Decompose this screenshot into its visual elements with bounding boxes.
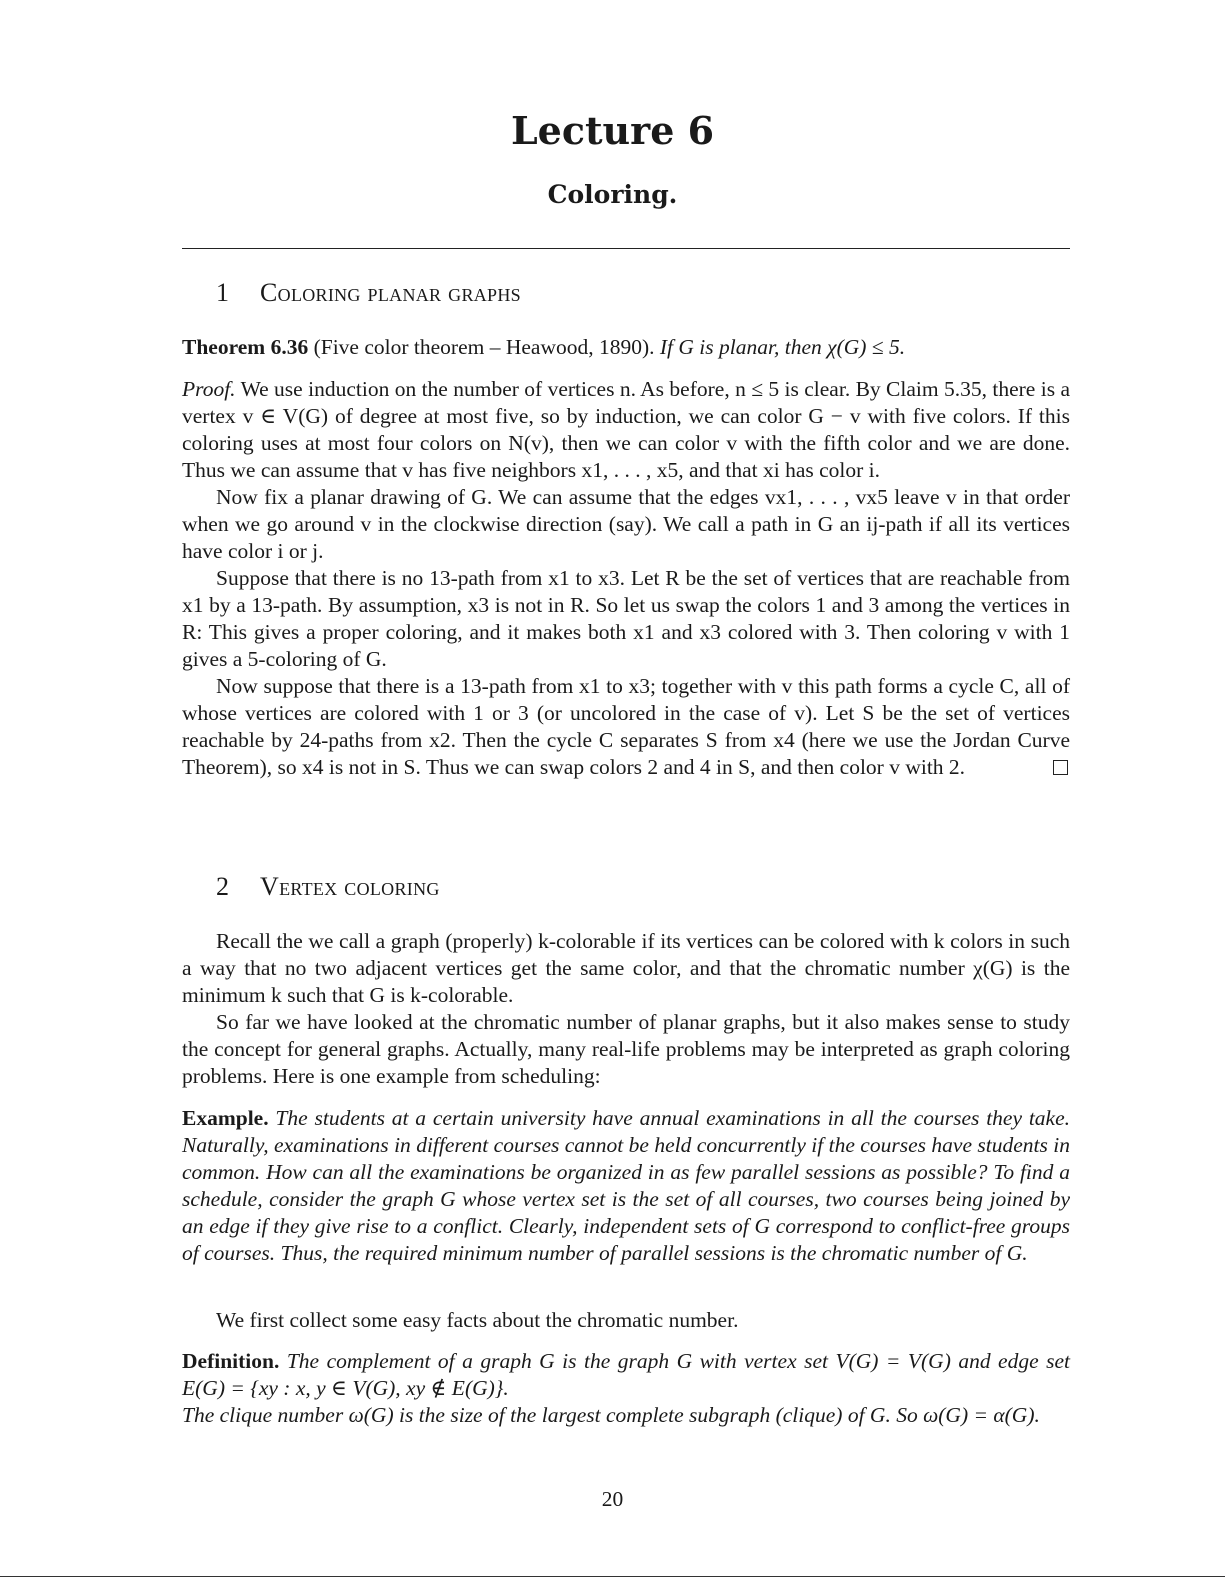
theorem — [182, 334, 1070, 361]
section-title: Coloring planar graphs — [260, 278, 521, 307]
qed-square-icon — [1053, 760, 1068, 775]
section-number: 1 — [216, 278, 229, 307]
vertex-coloring-paragraph-2: So far we have looked at the chromatic number of planar graphs, but it also makes sense to study the concept for general graphs. Actually, many real-life problems may be interpreted as graph coloring problems. Here is one example from scheduling: — [182, 1010, 1070, 1088]
definition-complement: The complement of a graph G is the graph G with vertex set V(G) = V(G) and edge set E(G) = {xy : x, y ∈ V(G), xy ∉ E(G)}. — [182, 1349, 1070, 1400]
vertex-coloring-paragraph-1: Recall the we call a graph (properly) k-colorable if its vertices can be colored with k colors in such a way that no two adjacent vertices get the same color, and that the chromatic number χ(G) is the minimum k such that G is k-colorable. — [182, 929, 1070, 1007]
proof-paragraph-3: Suppose that there is no 13-path from x1 to x3. Let R be the set of vertices that are reachable from x1 by a 13-path. By assumption, x3 is not in R. So let us swap the colors 1 and 3 among the vertices in R: This gives a proper coloring, and it makes both x1 and x3 colored with 3. Then coloring v with 1 gives a 5-coloring of G. — [182, 566, 1070, 671]
theorem-label: Theorem 6.36 — [182, 335, 309, 359]
definition-clique-number: The clique number ω(G) is the size of the largest complete subgraph (clique) of G. So ω(G) = α(G). — [182, 1403, 1040, 1427]
page-edge-line — [0, 1576, 1225, 1577]
example-label: Example. — [182, 1106, 269, 1130]
collect-facts — [182, 1307, 1070, 1334]
proof-paragraph-4: Now suppose that there is a 13-path from x1 to x3; together with v this path forms a cycle C, all of whose vertices are colored with 1 or 3 (or uncolored in the case of v). Let S be the set of vertices reachable by 24-paths from x2. Then the cycle C separates S from x4 (here we use the Jordan Curve Theorem), so x4 is not in S. Thus we can swap colors 2 and 4 in S, and then color v with 2. — [182, 674, 1070, 779]
proof — [182, 376, 1070, 781]
page-subtitle: Coloring. — [547, 180, 678, 209]
section-heading-2 — [216, 872, 440, 902]
example-text: The students at a certain university have annual examinations in all the courses they take. Naturally, examinations in different courses cannot be held concurrently if the courses have students in common. How can all the examinations be organized in as few parallel sessions as possible? To find a schedule, consider the graph G whose vertex set is the set of all courses, two courses being joined by an edge if they give rise to a conflict. Clearly, independent sets of G correspond to conflict-free groups of courses. Thus, the required minimum number of parallel sessions is the chromatic number of G. — [182, 1106, 1070, 1265]
proof-paragraph-1: We use induction on the number of vertices n. As before, n ≤ 5 is clear. By Claim 5.35, there is a vertex v ∈ V(G) of degree at most five, so by induction, we can color G − v with five colors. If this coloring uses at most four colors on N(v), then we can color v with the fifth color and we are done. Thus we can assume that v has five neighbors x1, . . . , x5, and that xi has color i. — [182, 377, 1070, 482]
example — [182, 1105, 1070, 1267]
collect-facts-text: We first collect some easy facts about the chromatic number. — [216, 1308, 739, 1332]
proof-paragraph-2: Now fix a planar drawing of G. We can assume that the edges vx1, . . . , vx5 leave v in that order when we go around v in the clockwise direction (say). We call a path in G an ij-path if all its vertices have color i or j. — [182, 485, 1070, 563]
definition — [182, 1348, 1070, 1429]
section-heading-1 — [216, 278, 521, 308]
proof-label: Proof. — [182, 377, 236, 401]
theorem-attribution: (Five color theorem – Heawood, 1890). — [313, 335, 655, 359]
section-title: Vertex coloring — [260, 872, 440, 901]
definition-label: Definition. — [182, 1349, 280, 1373]
title-rule — [182, 248, 1070, 249]
page-number: 20 — [601, 1487, 624, 1511]
section-number: 2 — [216, 872, 229, 901]
theorem-statement: If G is planar, then χ(G) ≤ 5. — [659, 335, 906, 359]
vertex-coloring-text — [182, 928, 1070, 1090]
page-title: Lecture 6 — [510, 108, 715, 153]
